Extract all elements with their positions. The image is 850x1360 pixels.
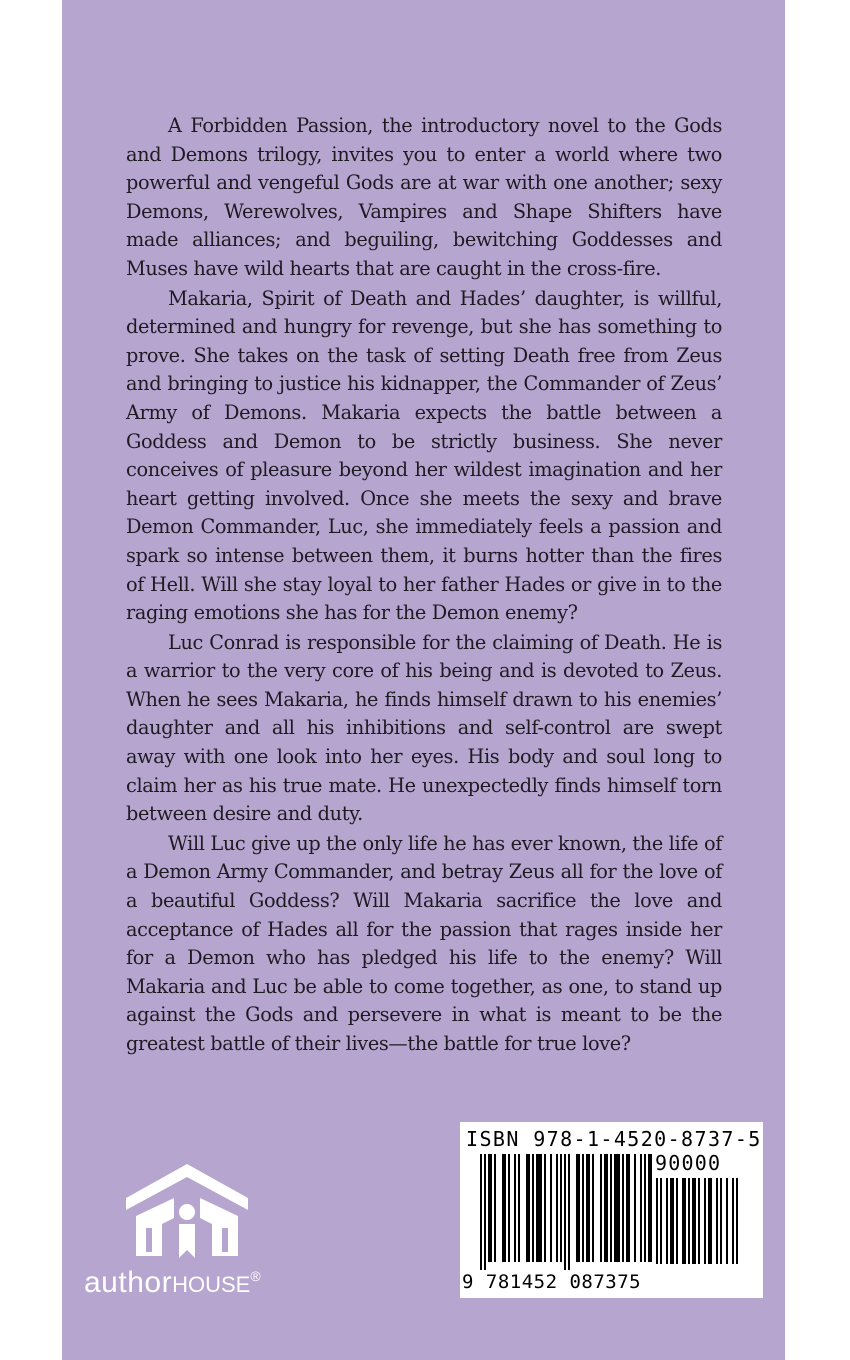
- barcode-bar: [536, 1154, 542, 1262]
- barcode-bar: [676, 1178, 678, 1264]
- barcode-bar: [626, 1154, 630, 1262]
- barcode-bar: [732, 1178, 734, 1264]
- barcode-bar: [698, 1178, 700, 1264]
- barcode-bar: [720, 1178, 722, 1264]
- barcode-bar: [614, 1154, 620, 1262]
- barcode-bar: [682, 1178, 686, 1264]
- barcode-bar: [576, 1154, 580, 1262]
- price-code: 90000: [655, 1151, 722, 1175]
- isbn-label: ISBN 978-1-4520-8737-5: [466, 1127, 762, 1151]
- barcode-bar: [514, 1154, 516, 1262]
- isbn-barcode: [460, 1122, 763, 1298]
- barcode-bar: [568, 1154, 570, 1270]
- barcode-bar: [688, 1178, 690, 1264]
- barcode-bar: [670, 1178, 674, 1264]
- barcode-bar: [488, 1154, 492, 1262]
- barcode-bar: [518, 1154, 520, 1262]
- barcode-bar: [656, 1178, 658, 1264]
- barcode-bar: [604, 1154, 608, 1262]
- barcode-bar: [622, 1154, 624, 1262]
- barcode-bar: [716, 1178, 718, 1264]
- barcode-bar: [726, 1178, 728, 1264]
- barcode-bar: [484, 1154, 486, 1270]
- publisher-logo: [82, 1160, 302, 1310]
- barcode-bar: [708, 1178, 712, 1264]
- barcode-bar: [660, 1178, 662, 1264]
- barcode-bar: [644, 1154, 646, 1262]
- authorhouse-building-icon: [122, 1160, 252, 1262]
- barcode-bar: [736, 1178, 738, 1264]
- barcode-bar: [508, 1154, 510, 1262]
- blurb-text: [126, 112, 722, 1060]
- barcode-bar: [550, 1154, 552, 1262]
- barcode-bar: [556, 1154, 558, 1262]
- barcode-bar: [582, 1154, 584, 1262]
- back-cover: [62, 0, 785, 1360]
- barcode-bar: [600, 1154, 602, 1262]
- barcode-bar: [692, 1178, 696, 1264]
- blurb-paragraph-2: Makaria, Spirit of Death and Hades’ daughter, is willful, determined and hungry for revenge, but she has something to prove. She takes on the task of setting Death free from Zeus and bringing to justice his kidnapper, the Commander of Zeus’ Army of Demons. Makaria expects the battle between a Goddess and Demon to be strictly business. She never conceives of pleasure beyond her wildest imagination and her heart getting involved. Once she meets the sexy and brave Demon Commander, Luc, she immediately feels a passion and spark so intense between them, it burns hotter than the fires of Hell. Will she stay loyal to her father Hades or give in to the raging emotions she has for the Demon enemy?: [126, 286, 722, 625]
- barcode-bar: [648, 1154, 652, 1262]
- barcode-bar: [532, 1154, 534, 1262]
- ean13-bars: [480, 1154, 652, 1274]
- publisher-name-part1: author: [84, 1266, 173, 1299]
- barcode-bar: [564, 1154, 566, 1270]
- addon-bars: [656, 1178, 756, 1268]
- barcode-bar: [610, 1154, 612, 1262]
- blurb-paragraph-3: Luc Conrad is responsible for the claiming of Death. He is a warrior to the very core of his being and is devoted to Zeus. When he sees Makaria, he finds himself drawn to his enemies’ daughter and all his inhibitions and self-control are swept away with one look into her eyes. His body and soul long to claim her as his true mate. He unexpectedly finds himself torn between desire and duty.: [126, 630, 722, 826]
- barcode-bar: [494, 1154, 496, 1262]
- publisher-wordmark: [84, 1266, 261, 1300]
- publisher-name-part2: HOUSE: [172, 1272, 251, 1297]
- barcode-bar: [480, 1154, 482, 1270]
- barcode-bar: [592, 1154, 594, 1262]
- barcode-bar: [640, 1154, 642, 1262]
- barcode-digits: 9 781452 087375: [462, 1271, 642, 1293]
- blurb-paragraph-1: A Forbidden Passion, the introductory novel to the Gods and Demons trilogy, invites you to enter a world where two powerful and vengeful Gods are at war with one another; sexy Demons, Werewolves, Vampires and Shape Shifters have made alliances; and beguiling, bewitching Goddesses and Muses have wild hearts that are caught in the cross-fire.: [126, 114, 722, 280]
- barcode-bar: [666, 1178, 668, 1264]
- barcode-bar: [634, 1154, 636, 1262]
- barcode-bar: [526, 1154, 530, 1262]
- barcode-bar: [586, 1154, 590, 1262]
- blurb-paragraph-4: Will Luc give up the only life he has ever known, the life of a Demon Army Commander, and betray Zeus all for the love of a beautiful Goddess? Will Makaria sacrifice the love and acceptance of Hades all for the passion that rages inside her for a Demon who has pledged his life to the enemy? Will Makaria and Luc be able to come together, as one, to stand up against the Gods and persevere in what is meant to be the greatest battle of their lives—the battle for true love?: [126, 831, 722, 1055]
- registered-mark: ®: [250, 1268, 262, 1284]
- barcode-bar: [502, 1154, 506, 1262]
- barcode-bar: [560, 1154, 562, 1262]
- barcode-bar: [704, 1178, 706, 1264]
- barcode-bar: [544, 1154, 546, 1262]
